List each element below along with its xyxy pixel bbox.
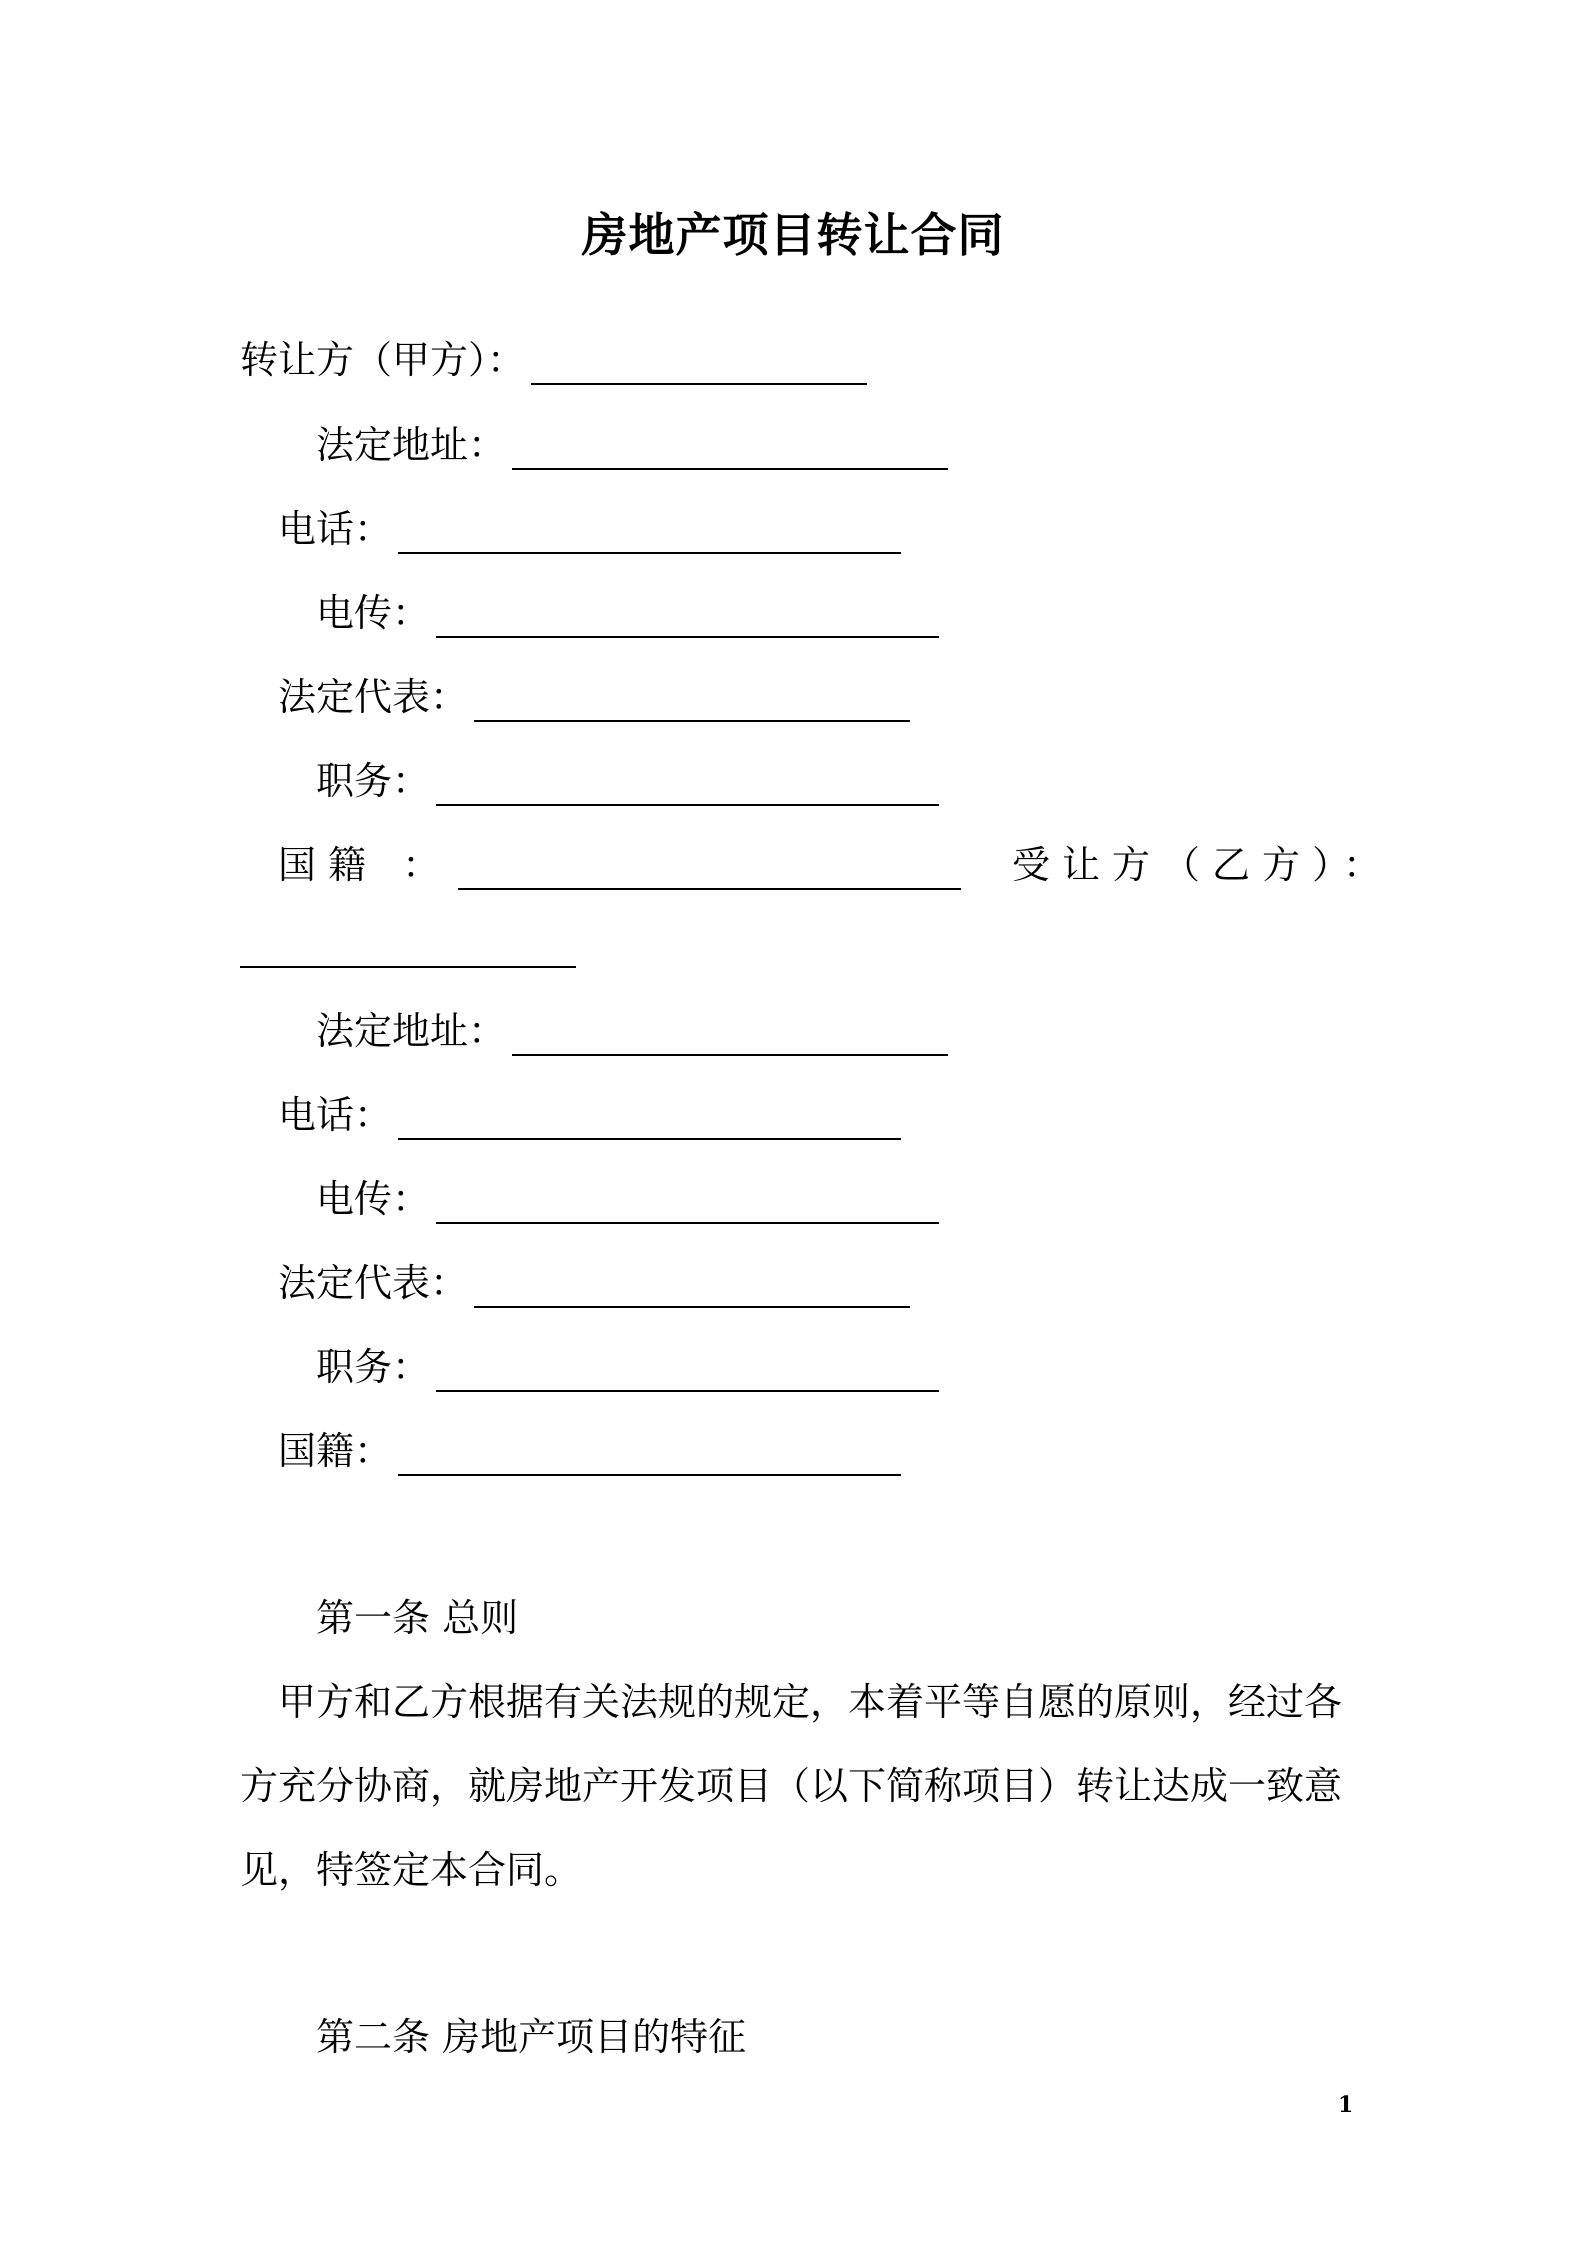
article-2-heading: 第二条 房地产项目的特征 — [316, 2015, 747, 2059]
party-a-position-row — [316, 756, 939, 806]
party-a-heading-row — [240, 335, 867, 385]
party-b-representative-row — [278, 1258, 910, 1308]
party-b-fax-label: 电传： — [316, 1177, 431, 1221]
party-b-position-label: 职务： — [316, 1345, 431, 1389]
party-a-fax-row — [316, 588, 939, 638]
party-a-address-row — [316, 420, 948, 470]
party-b-name-blank[interactable] — [240, 964, 576, 968]
party-a-fax-label: 电传： — [316, 591, 431, 635]
party-a-representative-label: 法定代表： — [278, 675, 469, 719]
article-1-body: 甲方和乙方根据有关法规的规定，本着平等自愿的原则，经过各方充分协商，就房地产开发项目（以下简称项目）转让达成一致意见，特签定本合同。 — [240, 1680, 1343, 1892]
party-a-address-blank[interactable] — [512, 428, 948, 470]
party-a-name-blank[interactable] — [531, 343, 867, 385]
party-a-phone-row — [278, 504, 901, 554]
page-number: 1 — [1338, 2092, 1354, 2118]
document-title: 房地产项目转让合同 — [581, 208, 1005, 262]
party-b-nationality-label: 国籍： — [278, 1429, 393, 1473]
party-a-position-label: 职务： — [316, 759, 431, 803]
article-1-heading: 第一条 总则 — [316, 1596, 519, 1640]
party-b-representative-label: 法定代表： — [278, 1261, 469, 1305]
party-b-nationality-blank[interactable] — [398, 1434, 901, 1476]
party-b-nationality-row — [278, 1426, 901, 1476]
party-a-representative-row — [278, 672, 910, 722]
party-a-heading: 转让方（甲方）： — [240, 338, 526, 382]
party-b-phone-blank[interactable] — [398, 1098, 901, 1140]
party-a-phone-label: 电话： — [278, 507, 393, 551]
party-a-nationality-blank[interactable] — [458, 848, 961, 890]
party-b-phone-label: 电话： — [278, 1093, 393, 1137]
party-a-nationality-label: 国籍 ： — [278, 843, 453, 887]
party-b-fax-blank[interactable] — [436, 1182, 939, 1224]
party-a-representative-blank[interactable] — [474, 680, 910, 722]
party-b-representative-blank[interactable] — [474, 1266, 910, 1308]
party-b-address-label: 法定地址： — [316, 1009, 507, 1053]
party-b-heading: 受让方（乙方）： — [1012, 843, 1394, 887]
party-b-address-row — [316, 1006, 948, 1056]
party-b-position-row — [316, 1342, 939, 1392]
party-a-fax-blank[interactable] — [436, 596, 939, 638]
party-b-phone-row — [278, 1090, 901, 1140]
party-a-position-blank[interactable] — [436, 764, 939, 806]
party-a-phone-blank[interactable] — [398, 512, 901, 554]
party-a-address-label: 法定地址： — [316, 423, 507, 467]
party-b-fax-row — [316, 1174, 939, 1224]
party-a-nationality-row — [278, 840, 961, 890]
party-b-address-blank[interactable] — [512, 1014, 948, 1056]
party-b-position-blank[interactable] — [436, 1350, 939, 1392]
